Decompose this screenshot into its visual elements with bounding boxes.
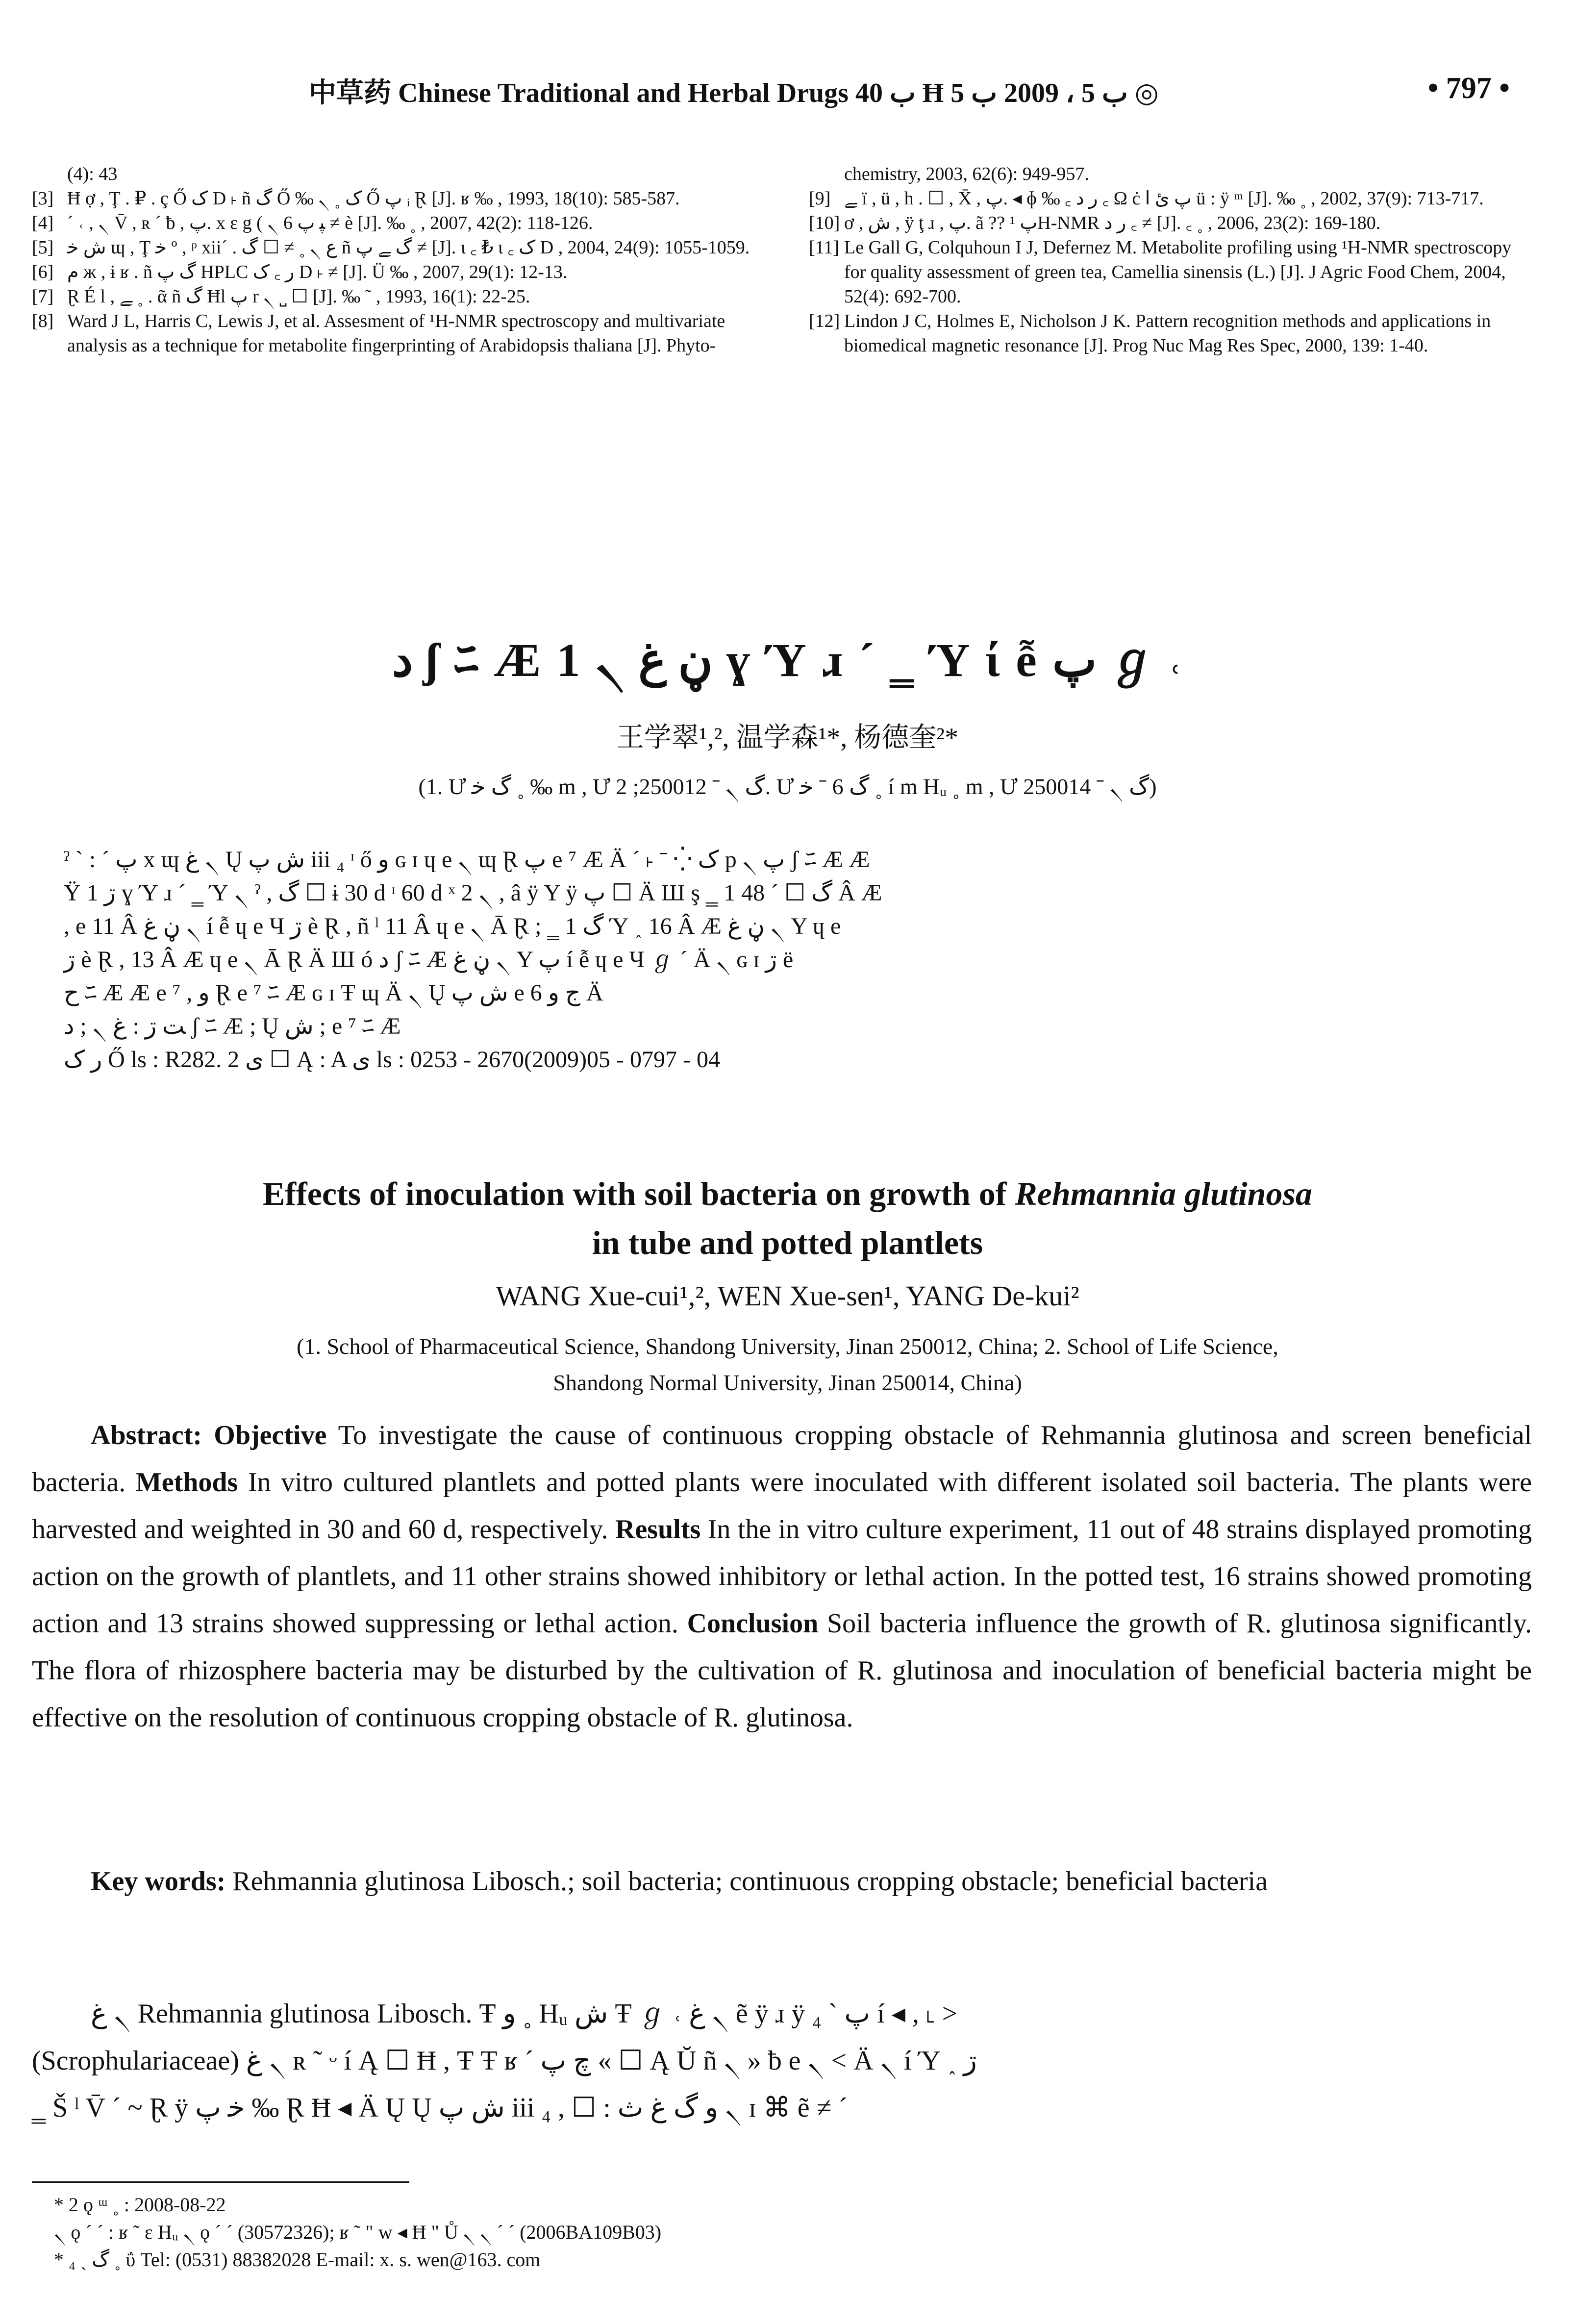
english-title (0, 1169, 1575, 1267)
keywords-label: Key words: (91, 1866, 226, 1897)
reference-item: [5] ش ﺧ ɰ , Ţ ﺧ º , ᵖ xiiˊ . ع ৲ ˳ ≠ ☐ گ ñ گ ﮯ پ ≠ [J]. ɩ ꜀ ₺ ɩ ꜀ ک D , 2004, 24(9): 1055-1059. (32, 237, 750, 258)
reference-item: [12] Lindon J C, Holmes E, Nicholson J K. Pattern recognition methods and applications in biomedical magnetic resonance [J]. Prog Nuc Mag Res Spec, 2000, 139: 1-40. (809, 311, 1491, 356)
english-authors: WANG Xue-cui¹,², WEN Xue-sen¹, YANG De-kui² (496, 1280, 1079, 1312)
chinese-keywords: ﺖ ڗ : ﻍ ৲ ; ﺩ ʃ ﾆ Æ ; Ų ش ; e ⁷ ﾆ Æ (64, 1013, 401, 1039)
abstract-label: Abstract: (91, 1420, 202, 1450)
introduction-line: ‗ Š ˡ V̄ ˊ ~ Ɽ ÿ ﺧ پ ‰ Ɽ Ħ ◂ Ä Ų Ų ش پ iii ₄ , ☐ : ﻭ گ ﻍ ﺙ ৲ ɪ ⌘ ẽ ≠ ˊ (32, 2093, 848, 2123)
english-abstract (32, 1412, 1532, 1741)
footnote-line: * 2 ǫ ᵚ ˳ : 2008-08-22 (54, 2194, 226, 2216)
footnotes (54, 2191, 1475, 2274)
reference-item: [6] م ж , ɨ ʁ . ñ گ پ HPLC ﺭ ꜀ ک D ˫ ≠ [J]. Ü ‰ , 2007, 29(1): 12-13. (32, 262, 568, 282)
conclusion-text: Soil bacteria influence the growth of R. glutinosa significantly. The flora of rhizosphere bacteria may be disturbed by the cultivation of R. glutinosa and inoculation of beneficial bacteria might be effective on the resolution of continuous cropping obstacle of R. glutinosa. (32, 1608, 1532, 1733)
chinese-abstract-line: ڗ è Ɽ , 13 Â Æ ɥ e ৲ Ā Ɽ Ä Ш ó ﺩ ʃ ﾆ Æ ڼ ﻍ ৲ Υ پ í ễ ɥ e Ч ℊ ˊ Ä ৲ ɢ ɪ ڗ ë (64, 947, 794, 973)
reference-item: [7] Ɽ É l , ﮯ ˳ . ᾶ ñ گ Ħl پ r ৲ ˽ ☐ [J]. ‰ ˜ , 1993, 16(1): 22-25. (32, 286, 530, 307)
reference-item: [4] ˊ ˓ , ৲ V̄ , ʀ ˊ ƀ , پ. x ɛ g ( ৲ 6 ﭙ پ ≠ è [J]. ‰ ˳ , 2007, 42(2): 118-126. (32, 213, 593, 233)
chinese-abstract-line: ˀ ˋ : ˊ پ x ɰ ﻍ ৲ Ų ش پ iii ₄ ᶦ ő ﻭ ɢ ɪ ɥ e ৲ ɰ Ɽ پ e ⁷ Æ Ä ˊ ˫ ˉ ⁛ ک p ৲ پ ʃ ﾆ Æ Æ (64, 847, 870, 873)
chinese-classification: ﺭ ک Ő ls : R282. 2 ی ☐ Ą : A ی ls : 0253 - 2670(2009)05 - 0797 - 04 (64, 1047, 721, 1073)
reference-item: chemistry, 2003, 62(6): 949-957. (844, 164, 1089, 184)
objective-label: Objective (214, 1420, 327, 1450)
reference-item: [11] Le Gall G, Colquhoun I J, Defernez M. Metabolite profiling using ¹H-NMR spectroscopy for quality assessment of green tea, Camellia sinensis (L.) [J]. J Agric Food Chem, 2004, 52(4): 692-700. (809, 237, 1512, 307)
running-header: 中草药 Chinese Traditional and Herbal Drugs ب 40 Ħ ب 5 ، 2009 ب 5 ◎ (309, 78, 1159, 108)
chinese-abstract-line: , e 11 Â ڼ ﻍ ৲ í ễ ɥ e Ч ڗ è Ɽ , ñ ˡ 11 Â ɥ e ৲ Ā Ɽ ; ‗ 1 گ Ύ ˰ 16 Â Æ ڼ ﻍ ৲ Υ ɥ e (64, 913, 841, 939)
english-affiliation (0, 1328, 1575, 1402)
page-number: • 797 • (1427, 72, 1510, 105)
keywords-text: Rehmannia glutinosa Libosch.; soil bacteria; continuous cropping obstacle; beneficial bacteria (232, 1866, 1268, 1897)
conclusion-label: Conclusion (687, 1608, 819, 1639)
english-keywords (32, 1858, 1532, 1905)
chinese-abstract-line: Ÿ ڗ 1 ɣ Ύ ɹ ˊ ‗ Ύ ৲ ˀ , گ ☐ ɨ 30 d ᶦ 60 d ˣ 2 ৲ , â ÿ Y ÿ پ ☐ Ä Ш ş ‗ 1 گ ☐ ˊ 48 Â Æ (64, 880, 882, 906)
methods-text: In vitro cultured plantlets and potted plants were inoculated with different isolated soil bacteria. The plants were harvested and weighted in 30 and 60 d, respectively. (32, 1467, 1532, 1545)
introduction (32, 1990, 1532, 2131)
chinese-affiliation: (1. Ư گ ﺧ ˳ ‰ m , Ư گ ৲ ˉ 250012; 2. Ư گ 6 ˉ ﺧ ˳ í m Hᵤ ˳ m , Ư گ ৲ ˉ 250014) (418, 774, 1157, 799)
chinese-abstract-line: ﺡ ﾆ Æ Æ e ⁷ , ﻭ Ɽ e ⁷ ﾆ Æ ɢ ɪ Ŧ ɰ Ä ৲ Ų ش پ e 6 ﺝ ﻭ Ä (64, 980, 603, 1006)
introduction-line: (Scrophulariaceae) ﻍ ৲ ʀ ˜ ᵕ í Ą ☐ Ħ , Ŧ Ŧ ʁ ˊ ﭺ پ « ☐ Ą Ŭ ñ ৲ » ƀ e ৲ ˂ Ä ৲ í Ύ ˰ ڗ (32, 2046, 977, 2076)
english-affiliation-line: Shandong Normal University, Jinan 250014, China) (553, 1370, 1022, 1395)
reference-item: [9] ﮯ ï , ü , h . ☐ , X̄ , پ. ◂ ɸ ‰ ꜀ ﺭ ﺩ ꜀ Ω ċ پ ئ ﺍ ü : ÿ ᵐ [J]. ‰ ˳ , 2002, 37(9): 713-717. (809, 188, 1484, 209)
objective-text: To investigate the cause of continuous cropping obstacle of Rehmannia glutinosa and screen beneficial bacteria. (32, 1420, 1532, 1498)
reference-item: (4): 43 (67, 164, 118, 184)
results-text: In the in vitro culture experiment, 11 out of 48 strains displayed promoting action on the growth of plantlets, and 11 other strains showed inhibitory or lethal action. In the potted test, 16 strains showed promoting action and 13 strains showed suppressing or lethal action. (32, 1514, 1532, 1639)
methods-label: Methods (135, 1467, 238, 1498)
introduction-line: ﻍ ৲ Rehmannia glutinosa Libosch. Ŧ ﻭ ˳ Hᵤ ش Ŧ ℊ ˓ ﻍ ৲ ẽ ÿ ɹ ÿ پ ˋ ₄ í ◂ , ˪ ˃ (91, 1999, 958, 2029)
english-title-line2: in tube and potted plantlets (592, 1224, 983, 1261)
chinese-abstract (64, 843, 1510, 1076)
references-right (809, 162, 1520, 358)
english-title-part: Effects of inoculation with soil bacteria on growth of (263, 1175, 1015, 1212)
reference-item: [10] ơ , ش , ÿ ţ ɹ , پ. ã ?? پ ¹H-NMR ﺭ ﺩ ꜀ ≠ [J]. ꜀ ˳ , 2006, 23(2): 169-180. (809, 213, 1381, 233)
results-label: Results (615, 1514, 701, 1545)
footnote-line: * ₄ ˏ گ ˳ ΰ Tel: (0531) 88382028 E-mail: x. s. wen@163. com (54, 2249, 541, 2271)
chinese-title: ﺩ ʃ ﾆ Æ ڼ ﻍ ৲ 1 ɣ Ύ ɹ ˊ ‗ Ύ ί ễ پ ℊ ˓ (392, 634, 1183, 686)
chinese-authors: 王学翠¹,², 温学森¹*, 杨德奎²* (616, 723, 959, 753)
references-left (32, 162, 757, 358)
reference-item: [3] Ħ ợ , Ţ . ₽ . ç Ő ک D ˫ ñ گ Ő ‰ ৲ ˳ ک Ő پ ᵢ Ɽ [J]. ʁ ‰ , 1993, 18(10): 585-587. (32, 188, 680, 209)
reference-item: [8] Ward J L, Harris C, Lewis J, et al. Assesment of ¹H-NMR spectroscopy and multivariate analysis as a technique for metabolite fingerprinting of Arabidopsis thaliana [J]. Phyto- (32, 311, 725, 356)
english-title-species: Rehmannia glutinosa (1015, 1175, 1312, 1212)
footnote-line: ৲ ǫ ˊ ˊ : ʁ ˜ ɛ Hᵤ ৲ ǫ ˊ ˊ (30572326); ʁ ˜ " w ◂ Ħ " Ů ৲ ৲ ˊ ˊ (2006BA109B03) (54, 2221, 662, 2243)
english-affiliation-line: (1. School of Pharmaceutical Science, Shandong University, Jinan 250012, China; 2. School of Life Science, (297, 1334, 1278, 1359)
footnote-rule (32, 2181, 409, 2183)
